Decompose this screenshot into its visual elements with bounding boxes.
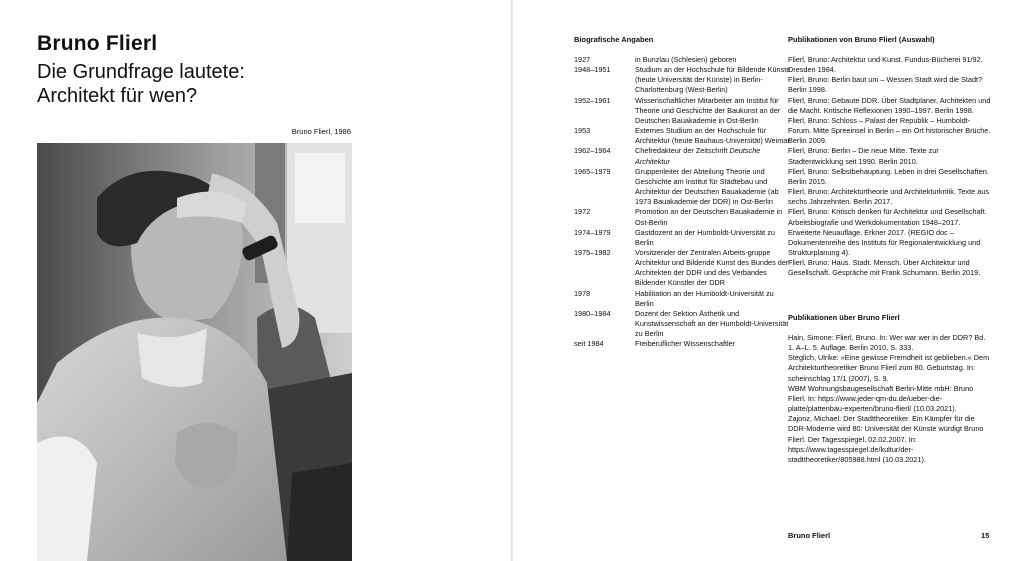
left-page: [0, 0, 511, 561]
headline: [37, 60, 367, 108]
publication-entry: Flierl, Bruno: Selbstbehauptung. Leben in drei Gesellschaften. Berlin 2015.: [788, 166, 989, 186]
publication-entry: Flierl, Bruno: Haus. Stadt. Mensch. Über Architektur und Gesellschaft. Gespräche mit Frank Schumann. Berlin 2019.: [788, 258, 981, 278]
bio-year: 1952–1961: [574, 95, 611, 105]
bio-row: [574, 339, 794, 349]
bio-year: 1975–1982: [574, 247, 611, 257]
publication-entry: Flierl, Bruno: Kritisch denken für Architektur und Gesellschaft. Arbeitsbiografie und Werkdokumentation 1948–2017. Erweiterte Neuauflage. Erkner 2017. (REGIO doc – Dokumentenreihe des Instituts für Regionalentwicklung und Strukturplanung 4).: [788, 207, 987, 257]
bio-list: [574, 55, 794, 350]
bio-year: 1965–1979: [574, 166, 611, 176]
portrait-photo: [37, 143, 352, 561]
pubs-about-heading: Publikationen über Bruno Flierl: [788, 313, 900, 322]
bio-row: [574, 96, 794, 126]
pubs-about-list: [788, 333, 993, 465]
bio-text: Dozent der Sektion Ästhetik und Kunstwissenschaft an der Humboldt-Universität zu Berlin: [635, 308, 789, 339]
bio-text-plain: Chefredakteur der Zeitschrift: [635, 146, 728, 156]
publication-entry: Flierl, Bruno: Architektur und Kunst. Fundus-Bücherei 91/92. Dresden 1984.: [788, 55, 983, 75]
bio-row: [574, 289, 794, 309]
bio-row: [574, 65, 794, 95]
bio-text: Promotion an der Deutschen Bauakademie in Ost-Berlin: [635, 207, 783, 227]
publication-entry: Hain, Simone: Flierl, Bruno. In: Wer war wer in der DDR? Bd. 1. A–L. 5. Auflage. Berlin 2010, S. 333.: [788, 333, 986, 353]
page-number: 15: [981, 531, 990, 540]
bio-row: [574, 228, 794, 248]
bio-row: [574, 207, 794, 227]
magazine-title: Deutsche Architektur: [635, 146, 761, 166]
publication-entry: Zajonz, Michael: Der Stadttheoretiker. Ein Kämpfer für die DDR-Moderne wird 80: Universität der Künste würdigt Bruno Flierl. Der Tagesspiegel, 02.02.2007. In: https://www.tagesspiegel.de/kultur/der-stadttheoretiker/805988.html (10.03.2021).: [788, 414, 984, 464]
bio-year: 1927: [574, 55, 591, 64]
bio-text: in Bunzlau (Schlesien) geboren: [635, 55, 737, 64]
bio-text: Gastdozent an der Humboldt-Universität zu Berlin: [635, 227, 775, 247]
bio-text: [635, 146, 794, 166]
bio-year: 1948–1951: [574, 65, 611, 75]
bio-row: [574, 146, 794, 166]
bio-year: 1962–1964: [574, 146, 611, 156]
bio-text: Gruppenleiter der Abteilung Theorie und Geschichte am Institut für Städtebau und Architektur der Deutschen Bauakademie (ab 1973 Bauakademie der DDR) in Ost-Berlin: [635, 166, 779, 207]
person-name: Bruno Flierl: [37, 32, 158, 55]
right-page: [513, 0, 1024, 561]
bio-text: Freiberuflicher Wissenschaftler: [635, 339, 736, 349]
photo-caption: Bruno Flierl, 1986: [291, 127, 351, 136]
running-footer: Bruno Flierl: [788, 531, 831, 540]
bio-year: 1974–1979: [574, 227, 611, 237]
bio-year: 1953: [574, 126, 591, 136]
headline-line-1: Die Grundfrage lautete:: [37, 61, 245, 83]
pubs-by-list: [788, 55, 993, 278]
bio-row: [574, 167, 794, 208]
pubs-by-heading: Publikationen von Bruno Flierl (Auswahl): [788, 35, 935, 44]
bio-text: Studium an der Hochschule für Bildende Künste (heute Universität der Künste) in Berlin-Charlottenburg (West-Berlin): [635, 65, 791, 95]
bio-text: Vorsitzender der Zentralen Arbeits-gruppe Architektur und Bildende Kunst des Bundes der Architekten der DDR und des Verbandes Bildender Künstler der DDR: [635, 247, 789, 288]
bio-year: 1980–1984: [574, 308, 611, 318]
bio-row: [574, 126, 794, 146]
publication-entry: Flierl, Bruno: Gebaute DDR. Über Stadtplaner, Architekten und die Macht. Kritische Reflexionen 1990–1997. Berlin 1998.: [788, 95, 991, 115]
bio-text: Externes Studium an der Hochschule für Architektur (heute Bauhaus-Universität) Weimar: [635, 126, 790, 146]
publication-entry: Flierl, Bruno: Architekturtheorie und Architekturkritik. Texte aus sechs Jahrzehnten. Berlin 2017.: [788, 187, 990, 207]
bio-year: 1972: [574, 207, 591, 217]
bio-text: Habilitation an der Humboldt-Universität zu Berlin: [635, 288, 774, 308]
publication-entry: Flierl, Bruno: Schloss – Palast der Republik – Humboldt-Forum. Mitte Spreeinsel in Berlin – ein Ort historischer Brüche. Berlin 2009.: [788, 115, 991, 146]
headline-line-2: Architekt für wen?: [37, 85, 198, 107]
publication-entry: WBM Wohnungsbaugesellschaft Berlin-Mitte mbH: Bruno Flierl. In: https://www.jeder-qm-du.de/ueber-die-platte/plattenbau-experten/bruno-flierl/ (10.03.2021).: [788, 383, 974, 414]
bio-heading: Biografische Angaben: [574, 35, 654, 44]
publication-entry: Flierl, Bruno: Berlin – Die neue Mitte. Texte zur Stadtentwicklung seit 1990. Berlin 2010.: [788, 146, 939, 166]
bio-text: Wissenschaftlicher Mitarbeiter am Institut für Theorie und Geschichte der Baukunst an der Deutschen Bauakademie in Ost-Berlin: [635, 95, 781, 125]
bio-row: [574, 309, 794, 339]
publication-entry: Steglich, Ulrike: »Eine gewisse Fremdheit ist geblieben.« Dem Architekturtheoretiker Bruno Flierl zum 80. Geburtstag. In: scheinschlag 17/1 (2007), S. 9.: [788, 353, 990, 383]
bio-year: 1978: [574, 288, 591, 298]
bio-year: seit 1984: [574, 339, 604, 349]
bio-row: [574, 248, 794, 289]
bio-row: [574, 55, 794, 65]
publication-entry: Flierl, Bruno: Berlin baut um – Wessen Stadt wird die Stadt? Berlin 1998.: [788, 75, 983, 95]
